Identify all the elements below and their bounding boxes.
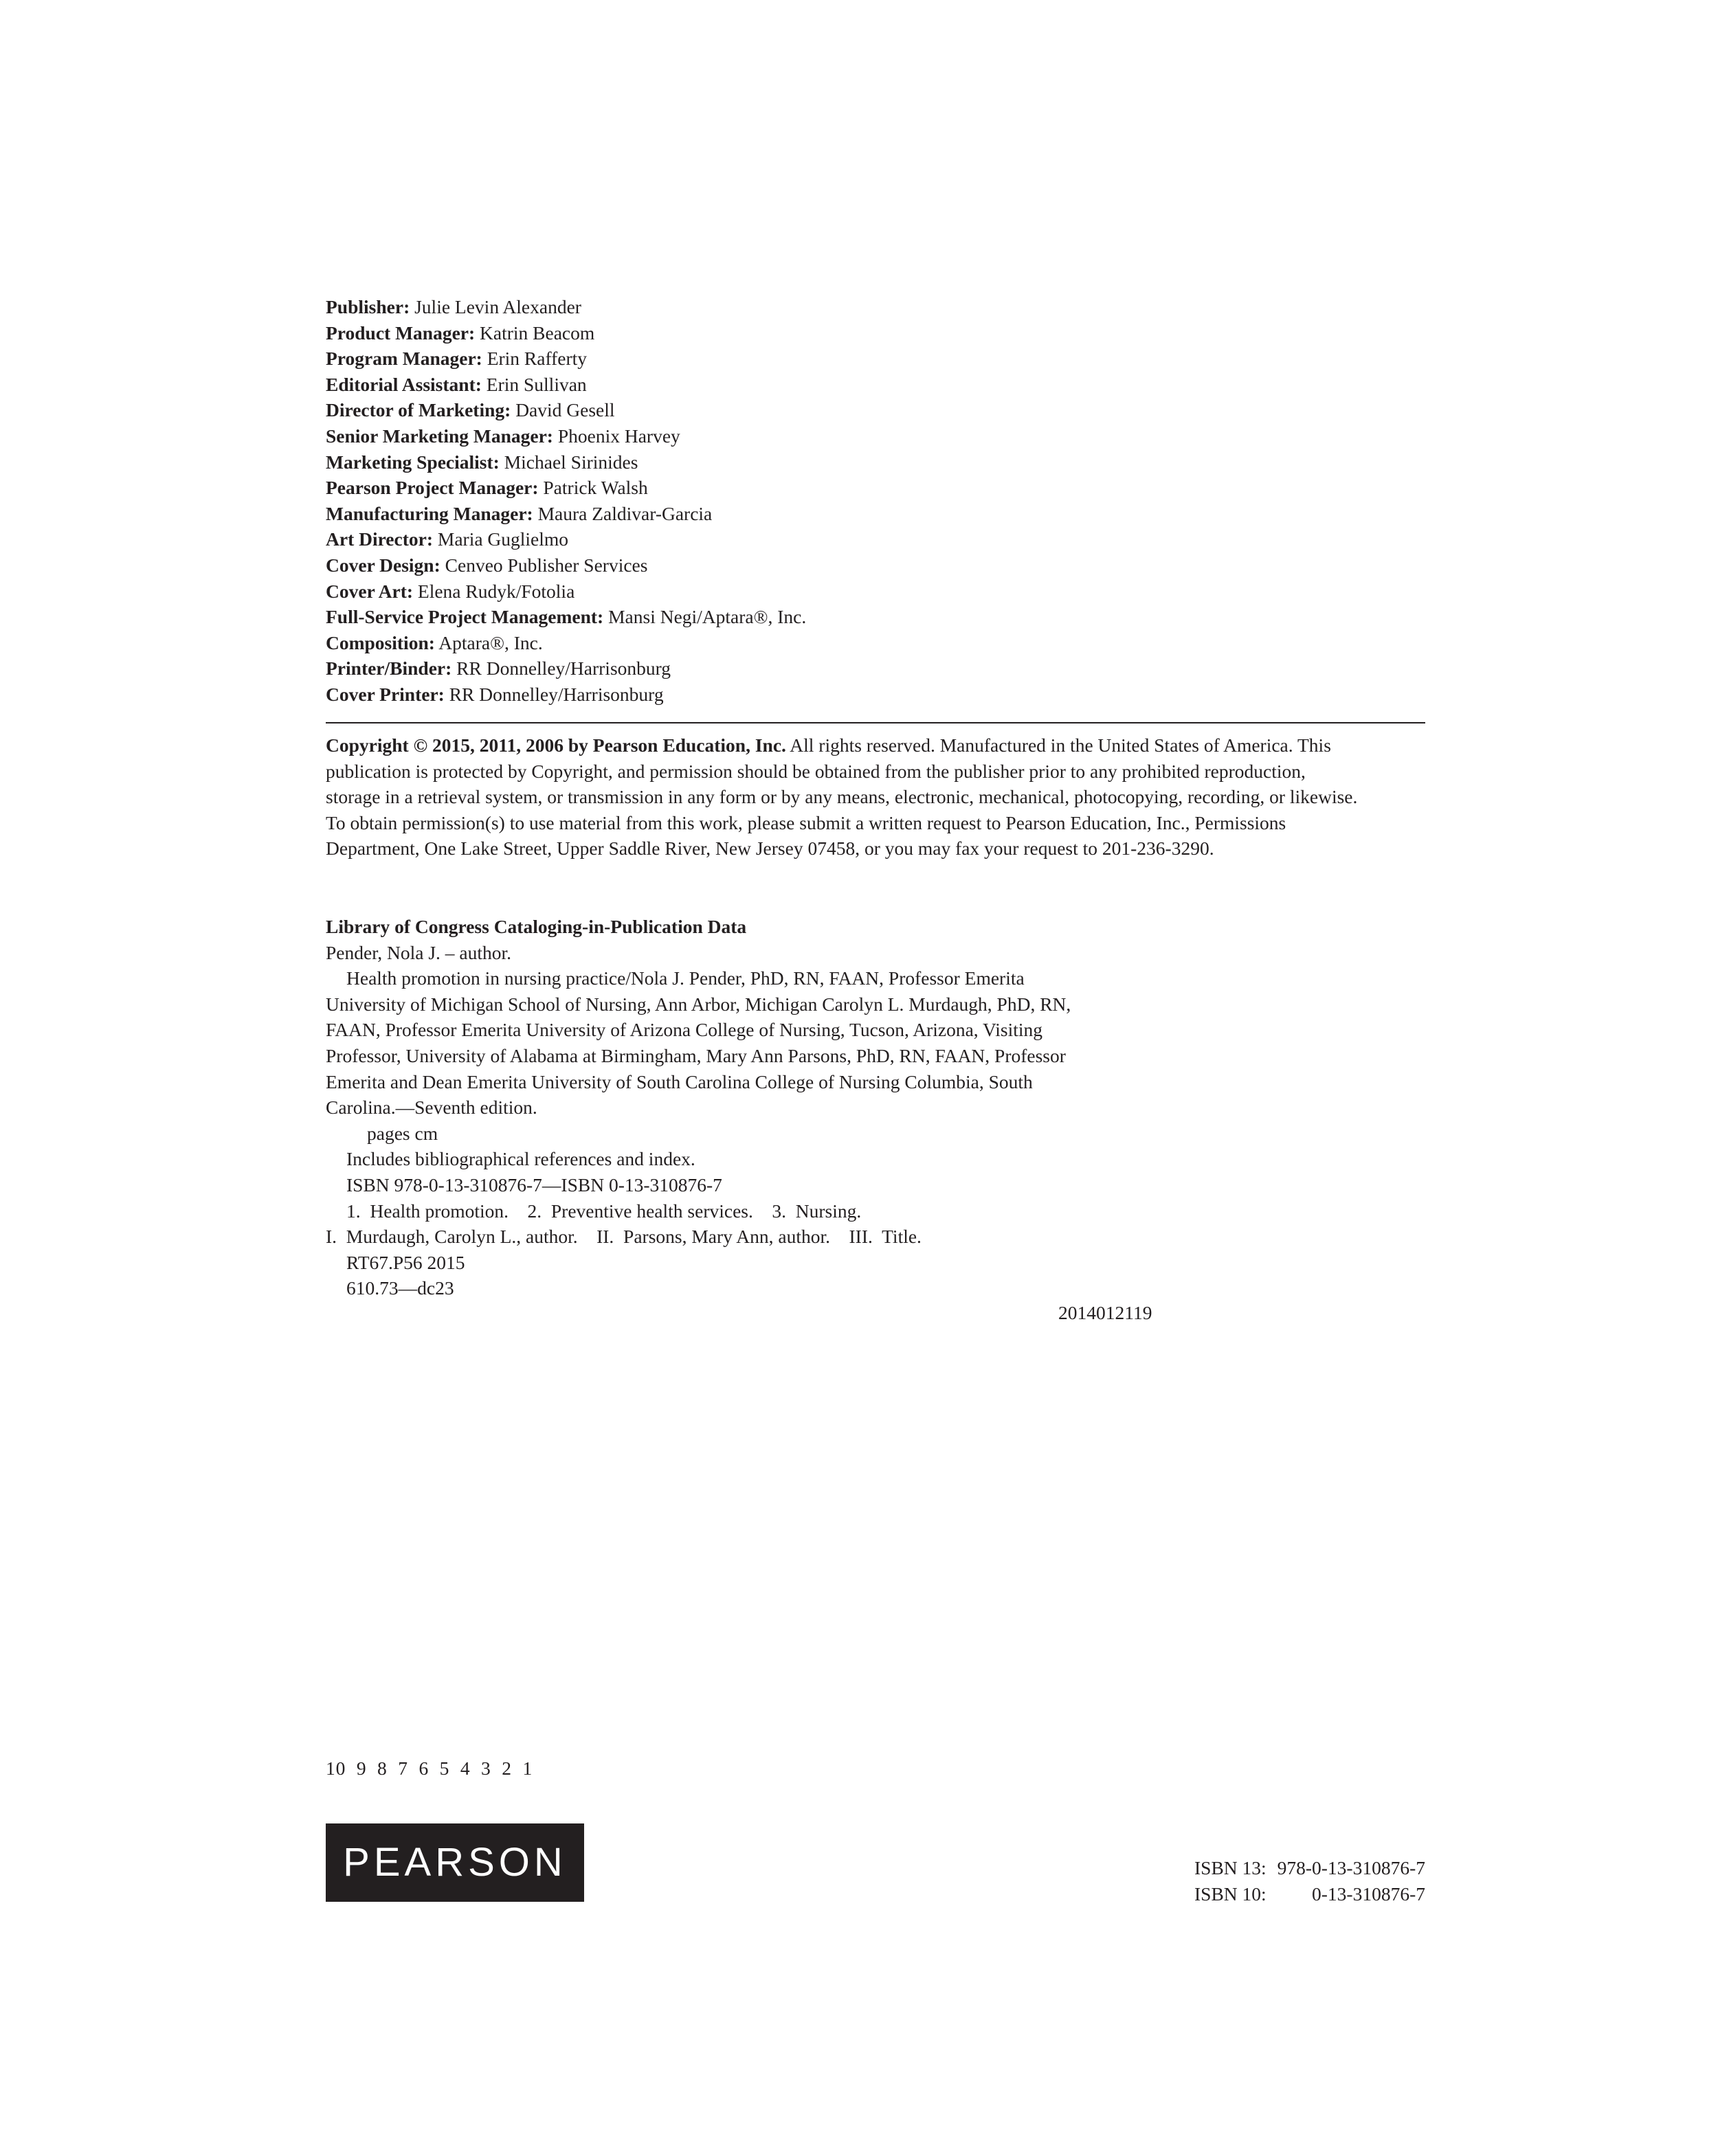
- cip-call-number: RT67.P56 2015: [346, 1251, 465, 1273]
- copyright-line: To obtain permission(s) to use material from this work, please submit a written request to Pearson Education, Inc., Permissions: [326, 811, 1286, 833]
- credit-role: Program Manager:: [326, 348, 482, 370]
- isbn10-value: 0-13-310876-7: [1312, 1883, 1425, 1905]
- credit-name: Elena Rudyk/Fotolia: [417, 580, 575, 602]
- credit-line: [326, 423, 1425, 449]
- cip-description-line: FAAN, Professor Emerita University of Arizona College of Nursing, Tucson, Arizona, Visiting: [326, 1019, 1042, 1041]
- credit-name: Julie Levin Alexander: [414, 296, 581, 317]
- cip-added-entries: I. Murdaugh, Carolyn L., author. II. Parsons, Mary Ann, author. III. Title.: [326, 1226, 922, 1248]
- copyright-notice: [326, 732, 1425, 862]
- credit-line: [326, 449, 1425, 475]
- isbn13-row: [1194, 1855, 1425, 1881]
- credit-role: Manufacturing Manager:: [326, 502, 533, 524]
- production-credits: [326, 294, 1425, 708]
- cip-subjects: 1. Health promotion. 2. Preventive health services. 3. Nursing.: [346, 1200, 862, 1222]
- cip-description-line: Professor, University of Alabama at Birmingham, Mary Ann Parsons, PhD, RN, FAAN, Professor: [326, 1044, 1066, 1066]
- pearson-logo: [326, 1823, 584, 1902]
- cip-heading: Library of Congress Cataloging-in-Publication Data: [326, 916, 747, 937]
- credit-role: Director of Marketing:: [326, 399, 511, 421]
- credit-role: Marketing Specialist:: [326, 451, 500, 473]
- credit-role: Publisher:: [326, 296, 410, 317]
- credit-role: Art Director:: [326, 528, 433, 550]
- credit-line: [326, 526, 1425, 552]
- isbn-block: [1194, 1855, 1425, 1907]
- copyright-line: [326, 732, 1425, 759]
- credit-role: Senior Marketing Manager:: [326, 425, 553, 447]
- credit-name: Phoenix Harvey: [557, 425, 680, 447]
- credit-line: [326, 397, 1425, 423]
- credit-line: [326, 655, 1425, 682]
- credit-name: Erin Sullivan: [486, 373, 587, 395]
- credit-name: Patrick Walsh: [543, 477, 648, 499]
- credit-role: Cover Design:: [326, 554, 440, 576]
- credit-name: David Gesell: [515, 399, 615, 421]
- credit-role: Cover Printer:: [326, 683, 445, 705]
- credit-role: Full-Service Project Management:: [326, 606, 604, 628]
- credit-name: Maria Guglielmo: [437, 528, 569, 550]
- copyright-line: publication is protected by Copyright, and permission should be obtained from the publisher prior to any prohibited reproduction,: [326, 760, 1306, 782]
- isbn13-value: 978-0-13-310876-7: [1277, 1857, 1425, 1878]
- logo-wordmark: PEARSON: [343, 1840, 567, 1885]
- copyright-line: storage in a retrieval system, or transmission in any form or by any means, electronic, mechanical, photocopying, recording, or likewise.: [326, 786, 1358, 808]
- credit-role: Product Manager:: [326, 322, 476, 344]
- credit-name: RR Donnelley/Harrisonburg: [449, 683, 664, 705]
- copyright-text: All rights reserved. Manufactured in the United States of America. This: [790, 734, 1331, 756]
- credit-line: [326, 372, 1425, 398]
- credit-role: Printer/Binder:: [326, 658, 452, 680]
- copyright-line: Department, One Lake Street, Upper Saddle River, New Jersey 07458, or you may fax your request to 201-236-3290.: [326, 838, 1214, 860]
- credit-line: [326, 346, 1425, 372]
- cataloging-in-publication-data: [326, 914, 1185, 1301]
- credit-name: RR Donnelley/Harrisonburg: [456, 658, 671, 680]
- isbn13-label: ISBN 13:: [1194, 1857, 1267, 1878]
- credit-line: [326, 604, 1425, 630]
- cip-pages: pages cm: [367, 1122, 438, 1144]
- cip-description-line: Health promotion in nursing practice/Nola J. Pender, PhD, RN, FAAN, Professor Emerita: [346, 967, 1025, 989]
- credit-name: Maura Zaldivar-Garcia: [537, 502, 713, 524]
- credit-line: [326, 682, 1425, 708]
- cip-isbn: ISBN 978-0-13-310876-7—ISBN 0-13-310876-7: [346, 1174, 722, 1195]
- cip-description-line: University of Michigan School of Nursing, Ann Arbor, Michigan Carolyn L. Murdaugh, PhD, RN,: [326, 993, 1071, 1015]
- credit-name: Katrin Beacom: [480, 322, 595, 344]
- credit-line: [326, 630, 1425, 656]
- cip-author: Pender, Nola J. – author.: [326, 941, 512, 963]
- cip-lccn: 2014012119: [1058, 1302, 1152, 1323]
- credit-role: Pearson Project Manager:: [326, 477, 539, 499]
- cip-notes: Includes bibliographical references and index.: [346, 1148, 695, 1170]
- credit-line: [326, 320, 1425, 346]
- credit-line: [326, 501, 1425, 527]
- credit-name: Cenveo Publisher Services: [445, 554, 648, 576]
- credit-line: [326, 294, 1425, 320]
- isbn10-label: ISBN 10:: [1194, 1883, 1267, 1905]
- credit-role: Composition:: [326, 631, 435, 653]
- credit-line: [326, 475, 1425, 501]
- cip-description-line: Carolina.—Seventh edition.: [326, 1097, 537, 1119]
- credit-name: Erin Rafferty: [487, 348, 588, 370]
- credit-line: [326, 552, 1425, 579]
- credit-name: Mansi Negi/Aptara®, Inc.: [608, 606, 807, 628]
- credit-line: [326, 579, 1425, 605]
- credit-name: Michael Sirinides: [504, 451, 638, 473]
- copyright-statement: Copyright © 2015, 2011, 2006 by Pearson Education, Inc.: [326, 734, 786, 756]
- credit-role: Cover Art:: [326, 580, 414, 602]
- credit-role: Editorial Assistant:: [326, 373, 482, 395]
- isbn10-row: [1194, 1881, 1425, 1907]
- credit-name: Aptara®, Inc.: [438, 631, 543, 653]
- cip-dewey-number: 610.73—dc23: [346, 1277, 454, 1299]
- printing-number-line: 10 9 8 7 6 5 4 3 2 1: [326, 1758, 533, 1779]
- cip-description-line: Emerita and Dean Emerita University of South Carolina College of Nursing Columbia, South: [326, 1070, 1033, 1092]
- horizontal-rule: [326, 722, 1425, 723]
